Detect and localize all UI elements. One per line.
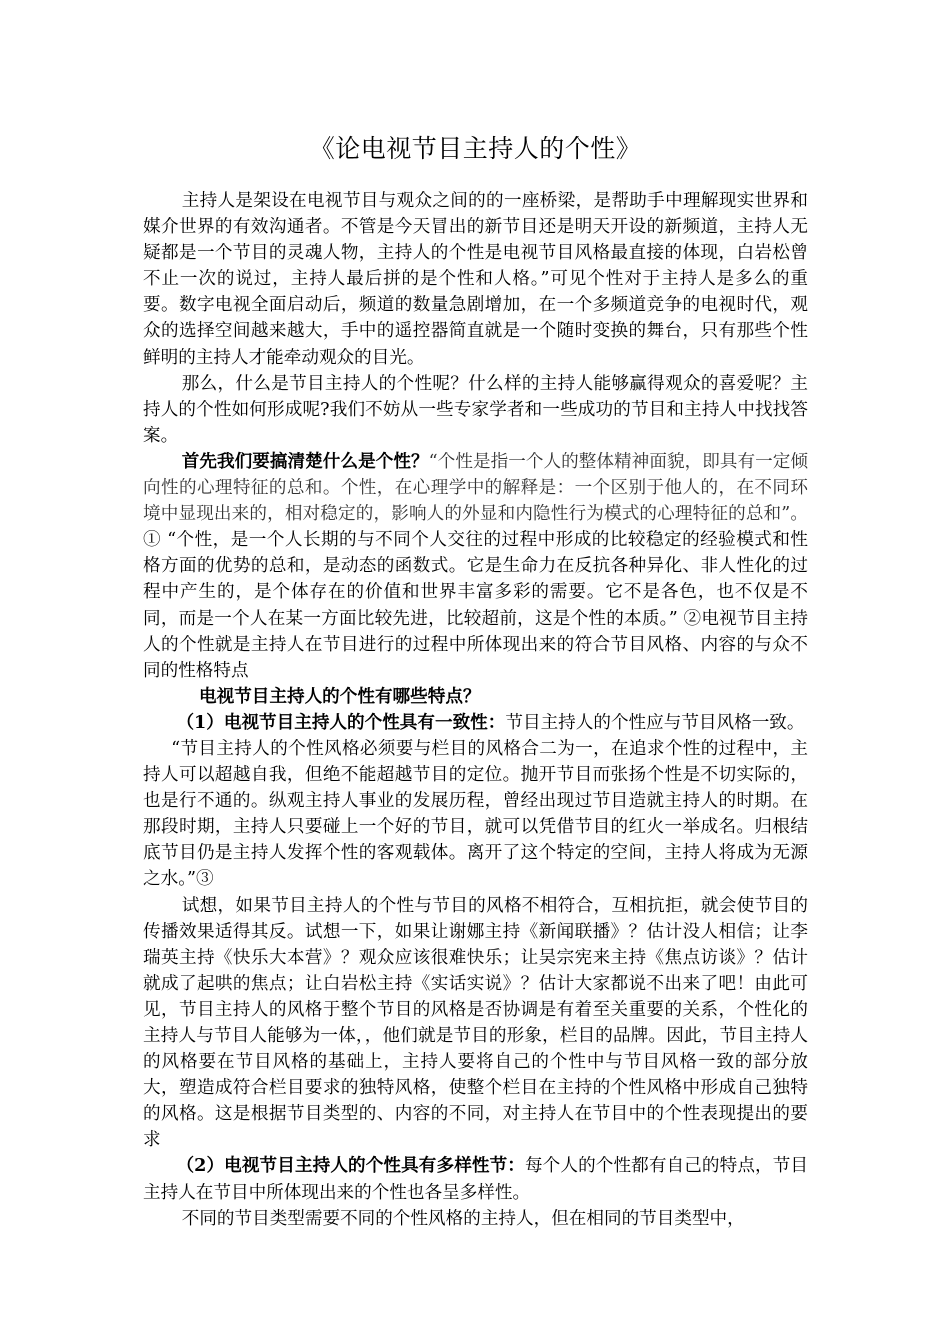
paragraph-intro: 主持人是架设在电视节目与观众之间的的一座桥梁，是帮助手中理解现实世界和媒介世界的有效沟通者。不管是今天冒出的新节目还是明天开设的新频道，主持人无疑都是一个节目的灵魂人物，主持人的个性是电视节目风格最直接的体现，白岩松曾不止一次的说过，主持人最后拼的是个性和人格。”可见个性对于主持人是多么的重要。数字电视全面启动后，频道的数量急剧增加，在一个多频道竞争的电视时代，观众的选择空间越来越大，手中的遥控器简直就是一个随时变换的舞台，只有那些个性鲜明的主持人才能牵动观众的目光。: [143, 191, 808, 368]
consistency-heading: （1）电视节目主持人的个性具有一致性：: [176, 711, 506, 733]
definition-rest: ① “个性，是一个人长期的与不同个人交往的过程中形成的比较稳定的经验模式和性格方面的优势的总和，是动态的函数式。它是生命力在反抗各种异化、非人性化的过程中产生的，是个体存在的价值和世界丰富多彩的需要。它不是各色，也不仅是不同，而是一个人在某一方面比较先进，比较超前，这是个性的本质。” ②电视节目主持人的个性就是主持人在节目进行的过程中所体现出来的符合节目风格、内容的与众不同的性格特点: [143, 530, 808, 681]
diversity-heading: （2）电视节目主持人的个性具有多样性节：: [176, 1155, 525, 1177]
definition-lead: 首先我们要搞清楚什么是个性？: [181, 450, 429, 472]
paragraph-consistency-quote: “节目主持人的个性风格必须要与栏目的风格合二为一，在追求个性的过程中，主持人可以超越自我，但绝不能超越节目的定位。抛开节目而张扬个性是不切实际的，也是行不通的。纵观主持人事业的发展历程，曾经出现过节目造就主持人的时期。在那段时期，主持人只要碰上一个好的节目，就可以凭借节目的红火一举成名。归根结底节目仍是主持人发挥个性的客观载体。离开了这个特定的空间，主持人将成为无源之水。”③: [143, 738, 808, 890]
paragraph-consistency: [143, 710, 808, 736]
definition-quote: “个性是指一个人的整体精神面貌，即具有一定倾向性的心理特征的总和。个性，在心理学中的解释是：一个区别于他人的，在不同环境中显现出来的，相对稳定的，影响人的外显和内隐性行为模式的心理特征的总和”。: [143, 451, 808, 525]
diversity-text: 每个人的个性都有自己的特点，节目主持人在节目中所体现出来的个性也各呈多样性。: [143, 1156, 808, 1203]
paragraph-diversity: [143, 1153, 808, 1205]
paragraph-definition: [143, 449, 808, 684]
paragraph-question: 那么，什么是节目主持人的个性呢？什么样的主持人能够赢得观众的喜爱呢？主持人的个性如何形成呢?我们不妨从一些专家学者和一些成功的节目和主持人中找找答案。: [143, 373, 808, 446]
paragraph-program-types: 不同的节目类型需要不同的个性风格的主持人，但在相同的节目类型中，: [181, 1208, 745, 1229]
document-title: 《论电视节目主持人的个性》: [309, 134, 642, 163]
paragraph-example: 试想，如果节目主持人的个性与节目的风格不相符合，互相抗拒，就会使节目的传播效果适得其反。试想一下，如果让谢娜主持《新闻联播》？估计没人相信；让李瑞英主持《快乐大本营》？观众应该很难快乐；让吴宗宪来主持《焦点访谈》？估计就成了起哄的焦点；让白岩松主持《实话实说》？估计大家都说不出来了吧！由此可见，节目主持人的风格于整个节目的风格是否协调是有着至关重要的关系，个性化的主持人与节目人能够为一体，，他们就是节目的形象，栏目的品牌。因此，节目主持人的风格要在节目风格的基础上，主持人要将自己的个性中与节目风格一致的部分放大，塑造成符合栏目要求的独特风格，使整个栏目在主持的个性风格中形成自己独特的风格。这是根据节目类型的、内容的不同，对主持人在节目中的个性表现提出的要求: [143, 895, 808, 1151]
consistency-text: 节目主持人的个性应与节目风格一致。: [505, 712, 805, 733]
section-heading-features: 电视节目主持人的个性有哪些特点？: [199, 685, 481, 707]
document-body: [143, 188, 808, 1232]
